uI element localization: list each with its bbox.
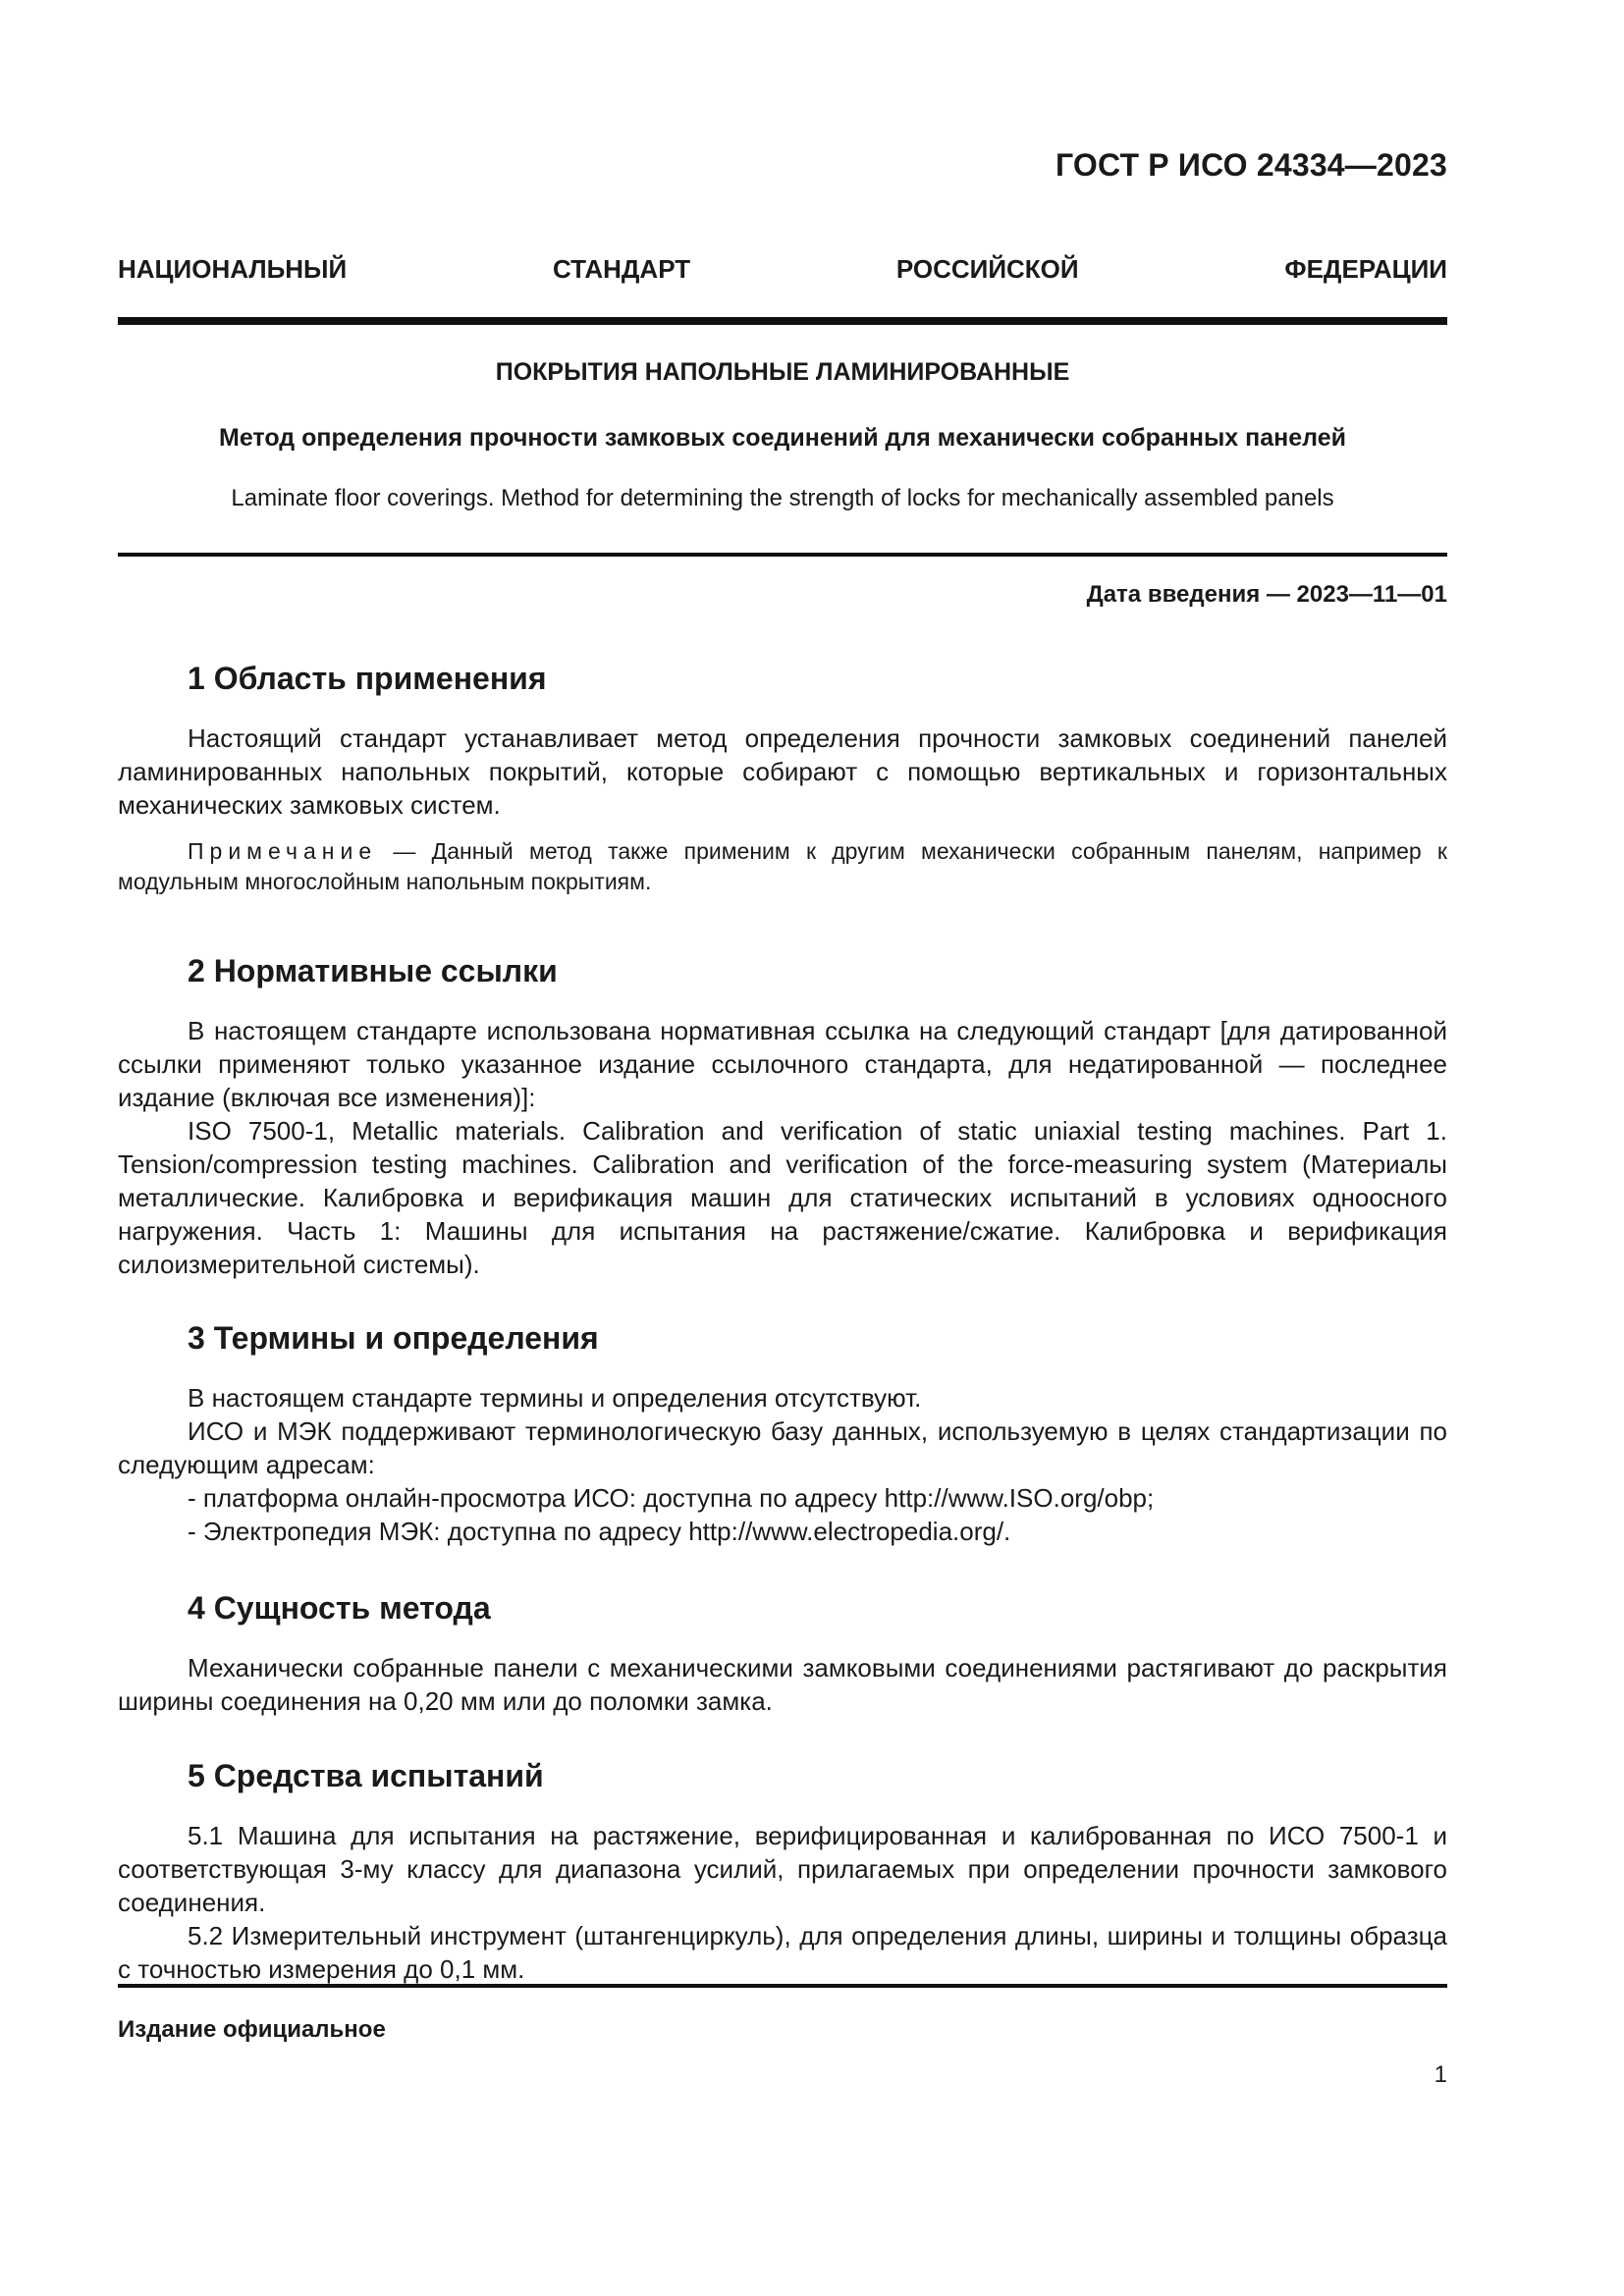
section-heading: 4 Сущность метода — [188, 1590, 491, 1626]
list-item: - платформа онлайн-просмотра ИСО: доступна по адресу http://www.ISO.org/obp; — [188, 1483, 1155, 1513]
official-edition: Издание официальное — [118, 2016, 386, 2043]
list-item: - Электропедия МЭК: доступна по адресу http://www.electropedia.org/. — [188, 1517, 1011, 1546]
note-paragraph — [118, 836, 1447, 897]
section-heading: 2 Нормативные ссылки — [188, 953, 558, 988]
section-paragraph: 5.1 Машина для испытания на растяжение, верифицированная и калиброванная по ИСО 7500-1 и соответствующая 3-му классу для диапазона усилий, прилагаемых при определении прочности замкового соединения. — [118, 1821, 1447, 1917]
note-label: Примечание — [188, 838, 378, 864]
note-text: — Данный метод также применим к другим механически собранным панелям, например к модульным многослойным напольным покрытиям. — [118, 838, 1447, 894]
section-heading: 5 Средства испытаний — [188, 1758, 544, 1793]
section-paragraph: Настоящий стандарт устанавливает метод определения прочности замковых соединений панелей ламинированных напольных покрытий, которые собирают с помощью вертикальных и горизонтальных механических замковых систем. — [118, 723, 1447, 820]
section-paragraph: В настоящем стандарте использована нормативная ссылка на следующий стандарт [для датированной ссылки применяют только указанное издание ссылочного стандарта, для недатированной — последнее издание (включая все изменения)]: — [118, 1016, 1447, 1112]
section-paragraph: Механически собранные панели с механическими замковыми соединениями растягивают до раскрытия ширины соединения на 0,20 мм или до поломки замка. — [118, 1653, 1447, 1716]
english-title: Laminate floor coverings. Method for determining the strength of locks for mechanically assembled panels — [231, 485, 1334, 511]
footer-rule — [118, 1984, 1447, 1988]
section-method-essence — [118, 1588, 1447, 1718]
title-rule — [118, 553, 1447, 557]
header-rule — [118, 317, 1447, 325]
section-heading: 3 Термины и определения — [188, 1320, 599, 1356]
section-paragraph: В настоящем стандарте термины и определения отсутствуют. — [188, 1383, 922, 1413]
section-terms-definitions — [118, 1318, 1447, 1548]
section-heading: 1 Область применения — [188, 661, 547, 696]
national-standard-banner: НАЦИОНАЛЬНЫЙ СТАНДАРТ РОССИЙСКОЙ ФЕДЕРАЦИИ — [118, 254, 1447, 284]
section-paragraph: 5.2 Измерительный инструмент (штангенциркуль), для определения длины, ширины и толщины образца с точностью измерения до 0,1 мм. — [118, 1921, 1447, 1984]
document-subtitle: Метод определения прочности замковых соединений для механически собранных панелей — [219, 424, 1346, 452]
document-title: ПОКРЫТИЯ НАПОЛЬНЫЕ ЛАМИНИРОВАННЫЕ — [495, 358, 1070, 386]
document-code: ГОСТ Р ИСО 24334—2023 — [1055, 147, 1447, 183]
section-paragraph: ИСО и МЭК поддерживают терминологическую базу данных, используемую в целях стандартизации по следующим адресам: — [118, 1416, 1447, 1479]
introduction-date: Дата введения — 2023—11—01 — [1086, 581, 1447, 608]
section-scope — [118, 659, 1447, 897]
section-normative-references — [118, 951, 1447, 1281]
section-test-equipment — [118, 1756, 1447, 1986]
page-number: 1 — [1434, 2061, 1447, 2088]
section-paragraph: ISO 7500-1, Metallic materials. Calibration and verification of static uniaxial testing machines. Part 1. Tension/compression testing machines. Calibration and verification of the force-measuring system (Материалы металлические. Калибровка и верификация машин для статических испытаний в условиях одноосного нагружения. Часть 1: Машины для испытания на растяжение/сжатие. Калибровка и верификация силоизмерительной системы). — [118, 1116, 1447, 1279]
